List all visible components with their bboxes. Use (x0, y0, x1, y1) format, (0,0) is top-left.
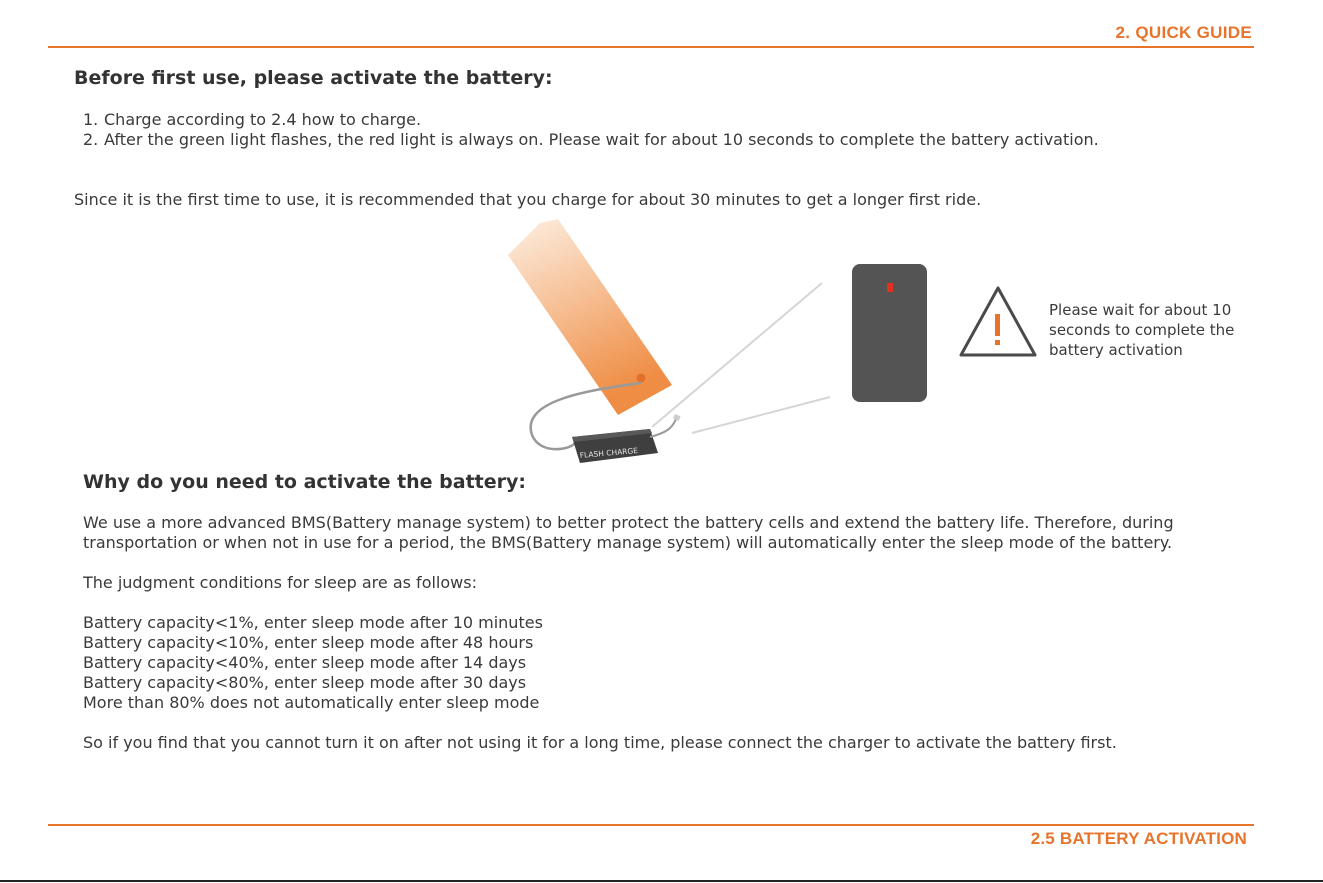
bms-intro-paragraph: We use a more advanced BMS(Battery manage system) to better protect the battery cells and extend the battery life. Therefore, during transportation or when not in use for a period, the BMS(Battery manage system) will automatically enter the sleep mode of the battery. (83, 513, 1174, 552)
sleep-conditions-intro: The judgment conditions for sleep are as follows: (83, 573, 477, 592)
activation-step (74, 110, 1184, 130)
step-number: 1. (83, 110, 99, 129)
activation-step (74, 130, 1184, 150)
why-activate-body (83, 513, 1233, 753)
warning-triangle-icon (958, 284, 1038, 360)
sleep-condition-item: Battery capacity<1%, enter sleep mode after 10 minutes (83, 613, 543, 632)
sleep-condition-item: More than 80% does not automatically enter sleep mode (83, 693, 540, 712)
red-indicator-light (887, 283, 893, 292)
activation-warning-text: Please wait for about 10 seconds to complete the battery activation (1049, 301, 1235, 359)
battery-charging-illustration (500, 215, 960, 475)
activation-conclusion: So if you find that you cannot turn it on after not using it for a long time, please connect the charger to activate the battery first. (83, 733, 1117, 752)
step-text: Charge according to 2.4 how to charge. (104, 110, 422, 129)
charge-port (637, 374, 646, 383)
battery-pack (508, 219, 672, 415)
header-divider (48, 46, 1254, 48)
charger-brand-label: FLASH CHARGE (579, 445, 639, 460)
why-activate-heading: Why do you need to activate the battery: (83, 471, 527, 493)
step-text: After the green light flashes, the red light is always on. Please wait for about 10 seconds to complete the battery activation. (104, 130, 1099, 149)
sleep-condition-item: Battery capacity<10%, enter sleep mode after 48 hours (83, 633, 534, 652)
sleep-condition-item: Battery capacity<80%, enter sleep mode after 30 days (83, 673, 527, 692)
charger-power-cord (650, 419, 676, 437)
first-charge-recommendation: Since it is the first time to use, it is recommended that you charge for about 30 minutes to get a longer first ride. (74, 190, 982, 209)
step-number: 2. (83, 130, 99, 149)
section-header-label: 2. QUICK GUIDE (1115, 23, 1252, 42)
footer-divider (48, 824, 1254, 826)
charger (572, 414, 681, 463)
sleep-condition-item: Battery capacity<40%, enter sleep mode after 14 days (83, 653, 527, 672)
section-footer-label: 2.5 BATTERY ACTIVATION (1030, 829, 1247, 848)
activation-steps (74, 110, 1184, 150)
indicator-panel-closeup (852, 264, 927, 402)
activation-heading: Before first use, please activate the battery: (74, 67, 553, 89)
callout-line-bottom (692, 397, 830, 433)
page-bottom-border (0, 880, 1323, 882)
